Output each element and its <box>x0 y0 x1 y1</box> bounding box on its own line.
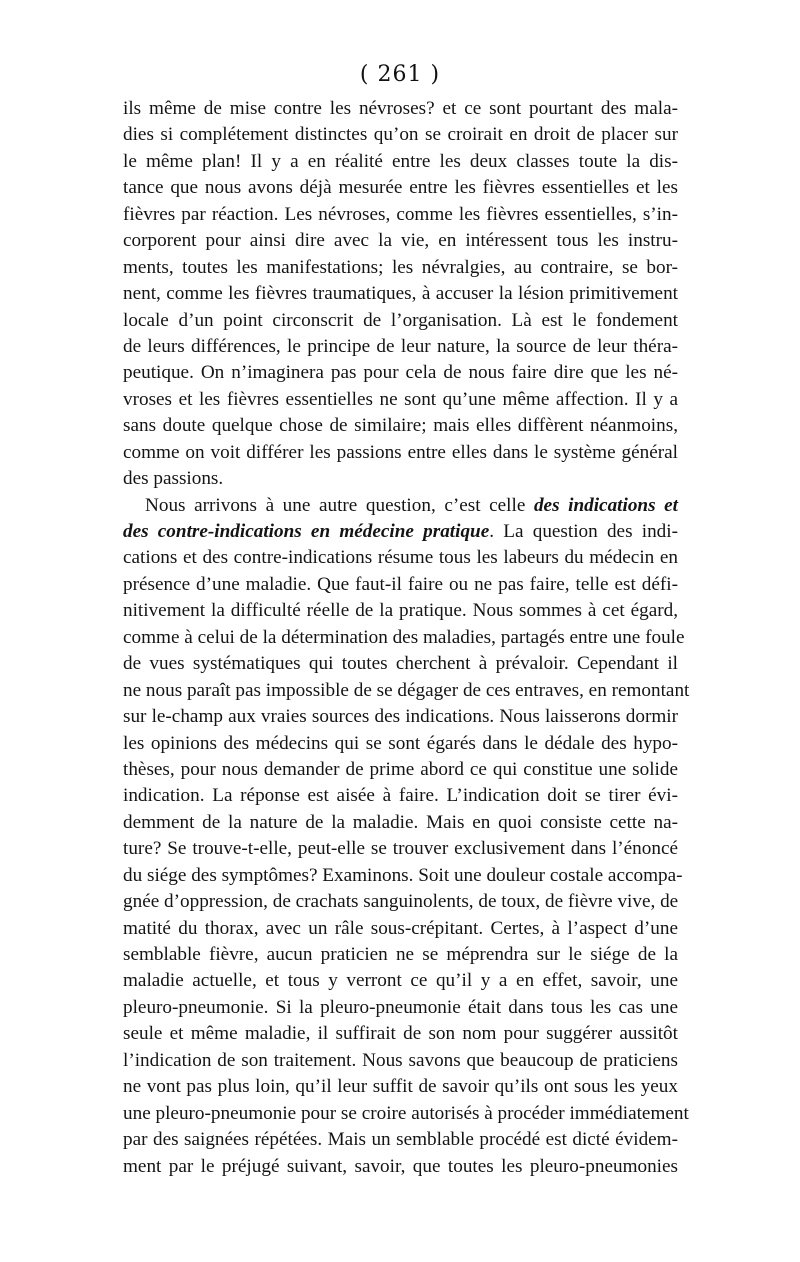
text-line: comme on voit différer les passions entre elles dans le système général <box>123 441 678 463</box>
text-line: sans doute quelque chose de similaire; mais elles diffèrent néanmoins, <box>123 415 678 437</box>
text-line: vroses et les fièvres essentielles ne sont qu’une même affection. Il y a <box>123 388 678 410</box>
text-line: de leurs différences, le principe de leur nature, la source de leur théra- <box>123 335 678 357</box>
text-line: ils même de mise contre les névroses? et ce sont pourtant des mala- <box>123 98 678 119</box>
text-line: comme à celui de la détermination des maladies, partagés entre une foule <box>123 626 685 648</box>
text-line: ne nous paraît pas impossible de se dégager de ces entraves, en remontant <box>123 679 690 701</box>
body-text <box>123 96 690 1180</box>
text-line: les opinions des médecins qui se sont égarés dans le dédale des hypo- <box>123 732 678 754</box>
text-line: des passions. <box>123 468 224 490</box>
text-line: ment par le préjugé suivant, savoir, que toutes les pleuro-pneumonies <box>123 1155 678 1177</box>
text-line: une pleuro-pneumonie pour se croire autorisés à procéder immédiatement <box>123 1102 689 1124</box>
text-line: ments, toutes les manifestations; les névralgies, au contraire, se bor- <box>123 256 678 278</box>
text-line: nitivement la difficulté réelle de la pratique. Nous sommes à cet égard, <box>123 600 678 622</box>
text-run: . La question des indi- <box>489 521 678 542</box>
text-line: de vues systématiques qui toutes cherchent à prévaloir. Cependant il <box>123 653 678 675</box>
text-line: tance que nous avons déjà mesurée entre les fièvres essentielles et les <box>123 177 678 199</box>
text-line: thèses, pour nous demander de prime abord ce qui constitue une solide <box>123 758 678 780</box>
text-line: le même plan! Il y a en réalité entre les deux classes toute la dis- <box>123 150 678 172</box>
text-line: locale d’un point circonscrit de l’organisation. Là est le fondement <box>123 309 678 331</box>
text-line <box>123 519 678 545</box>
text-line: peutique. On n’imaginera pas pour cela de nous faire dire que les né- <box>123 362 678 384</box>
text-line: cations et des contre-indications résume tous les labeurs du médecin en <box>123 547 678 569</box>
text-line: par des saignées répétées. Mais un semblable procédé est dicté évidem- <box>123 1129 678 1151</box>
text-line: gnée d’oppression, de crachats sanguinolents, de toux, de fièvre vive, de <box>123 891 679 913</box>
text-line: matité du thorax, avec un râle sous-crépitant. Certes, à l’aspect d’une <box>123 917 678 939</box>
text-line: sur le-champ aux vraies sources des indications. Nous laisserons dormir <box>123 706 678 728</box>
text-line: fièvres par réaction. Les névroses, comme les fièvres essentielles, s’in- <box>123 203 678 225</box>
italic-phrase: des contre-indications en médecine pratique <box>123 521 490 542</box>
text-line <box>123 493 678 519</box>
text-line: seule et même maladie, il suffirait de son nom pour suggérer aussitôt <box>123 1023 678 1045</box>
text-line: demment de la nature de la maladie. Mais en quoi consiste cette na- <box>123 811 678 833</box>
text-line: l’indication de son traitement. Nous savons que beaucoup de praticiens <box>123 1049 678 1071</box>
text-line: maladie actuelle, et tous y verront ce qu’il y a en effet, savoir, une <box>123 970 678 992</box>
text-line: indication. La réponse est aisée à faire. L’indication doit se tirer évi- <box>123 785 678 807</box>
text-line: corporent pour ainsi dire avec la vie, en intéressent tous les instru- <box>123 230 678 252</box>
text-line: présence d’une maladie. Que faut-il faire ou ne pas faire, telle est défi- <box>123 573 678 595</box>
text-line: ture? Se trouve-t-elle, peut-elle se trouver exclusivement dans l’énoncé <box>123 838 678 860</box>
text-line: du siége des symptômes? Examinons. Soit une douleur costale accompa- <box>123 864 683 886</box>
italic-phrase: des indications et <box>533 494 678 516</box>
text-line: semblable fièvre, aucun praticien ne se méprendra sur le siége de la <box>123 944 678 965</box>
text-line: ne vont pas plus loin, qu’il leur suffit de savoir qu’ils ont sous les yeux <box>123 1076 678 1098</box>
text-run: Nous arrivons à une autre question, c’est celle <box>145 494 534 516</box>
page-number: ( 261 ) <box>359 62 441 87</box>
text-line: dies si complétement distinctes qu’on se croirait en droit de placer sur <box>123 124 678 146</box>
text-line: pleuro-pneumonie. Si la pleuro-pneumonie était dans tous les cas une <box>123 996 678 1018</box>
text-line: nent, comme les fièvres traumatiques, à accuser la lésion primitivement <box>123 283 678 305</box>
